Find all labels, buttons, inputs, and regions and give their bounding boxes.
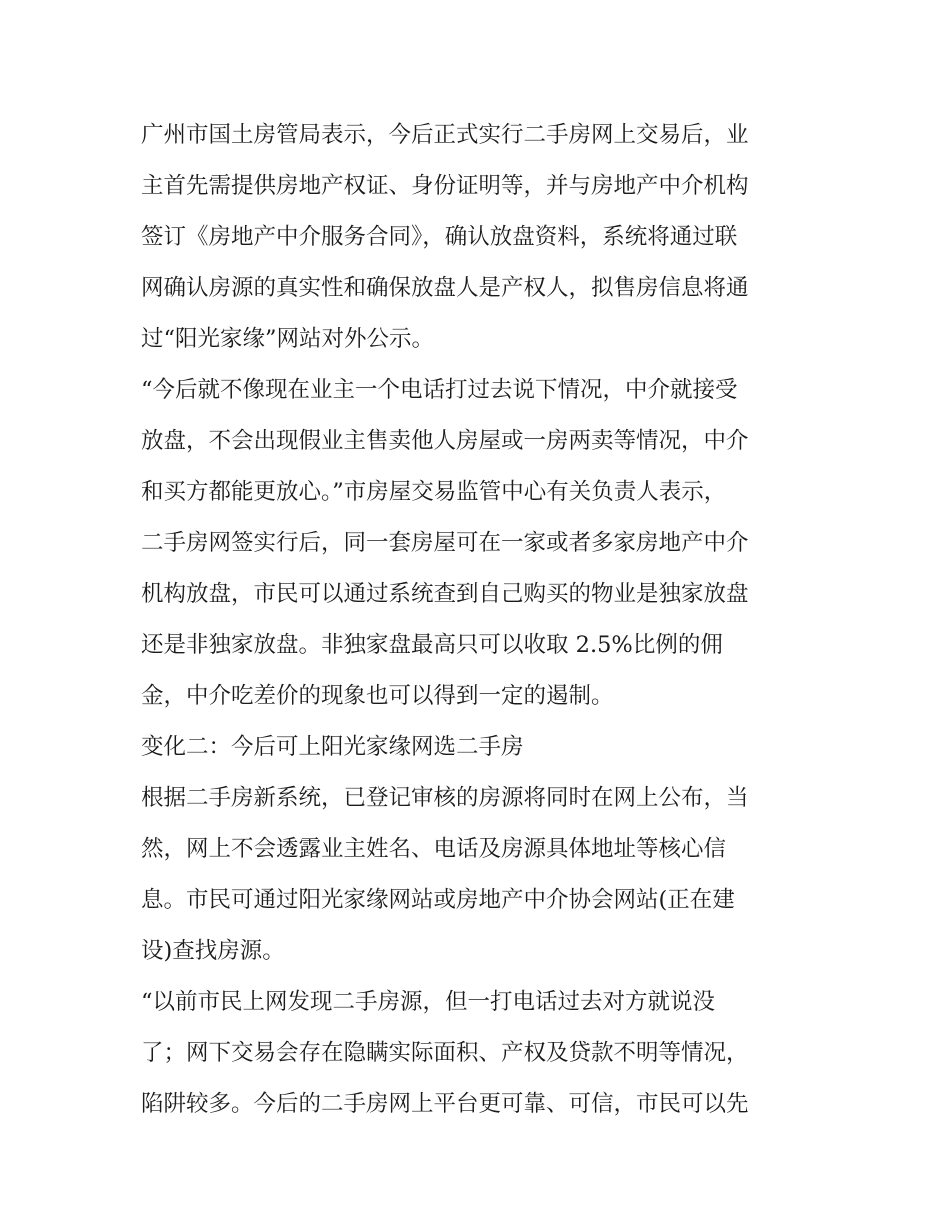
- text-line: 金，中介吃差价的现象也可以得到一定的遏制。: [141, 683, 614, 709]
- text-line: 了；网下交易会存在隐瞒实际面积、产权及贷款不明等情况，: [141, 1040, 749, 1066]
- text-line: 和买方都能更放心。”市房屋交易监管中心有关负责人表示，: [141, 479, 727, 505]
- section-heading: 变化二：今后可上阳光家缘网选二手房: [141, 734, 524, 760]
- text-line: 陷阱较多。今后的二手房网上平台更可靠、可信，市民可以先: [141, 1091, 749, 1117]
- text-line: 息。市民可通过阳光家缘网站或房地产中介协会网站(正在建: [141, 887, 735, 913]
- text-line: 机构放盘，市民可以通过系统查到自己购买的物业是独家放盘: [141, 581, 749, 607]
- text-line: 根据二手房新系统，已登记审核的房源将同时在网上公布，当: [141, 785, 749, 811]
- text-line: 签订《房地产中介服务合同》，确认放盘资料，系统将通过联: [141, 224, 738, 250]
- text-line: 广州市国土房管局表示，今后正式实行二手房网上交易后，业: [141, 122, 749, 148]
- text-line: 过“阳光家缘”网站对外公示。: [141, 326, 435, 352]
- text-line: 放盘，不会出现假业主售卖他人房屋或一房两卖等情况，中介: [141, 428, 749, 454]
- text-line: “以前市民上网发现二手房源，但一打电话过去对方就说没: [141, 989, 716, 1015]
- text-line: “今后就不像现在业主一个电话打过去说下情况，中介就接受: [141, 377, 738, 403]
- document-body: [141, 110, 821, 1130]
- text-line: 设)查找房源。: [141, 938, 285, 964]
- text-line: 然，网上不会透露业主姓名、电话及房源具体地址等核心信: [141, 836, 727, 862]
- text-line: 网确认房源的真实性和确保放盘人是产权人，拟售房信息将通: [141, 275, 749, 301]
- text-line: 二手房网签实行后，同一套房屋可在一家或者多家房地产中介: [141, 530, 749, 556]
- text-line: 还是非独家放盘。非独家盘最高只可以收取 2.5%比例的佣: [141, 632, 723, 658]
- text-line: 主首先需提供房地产权证、身份证明等，并与房地产中介机构: [141, 173, 749, 199]
